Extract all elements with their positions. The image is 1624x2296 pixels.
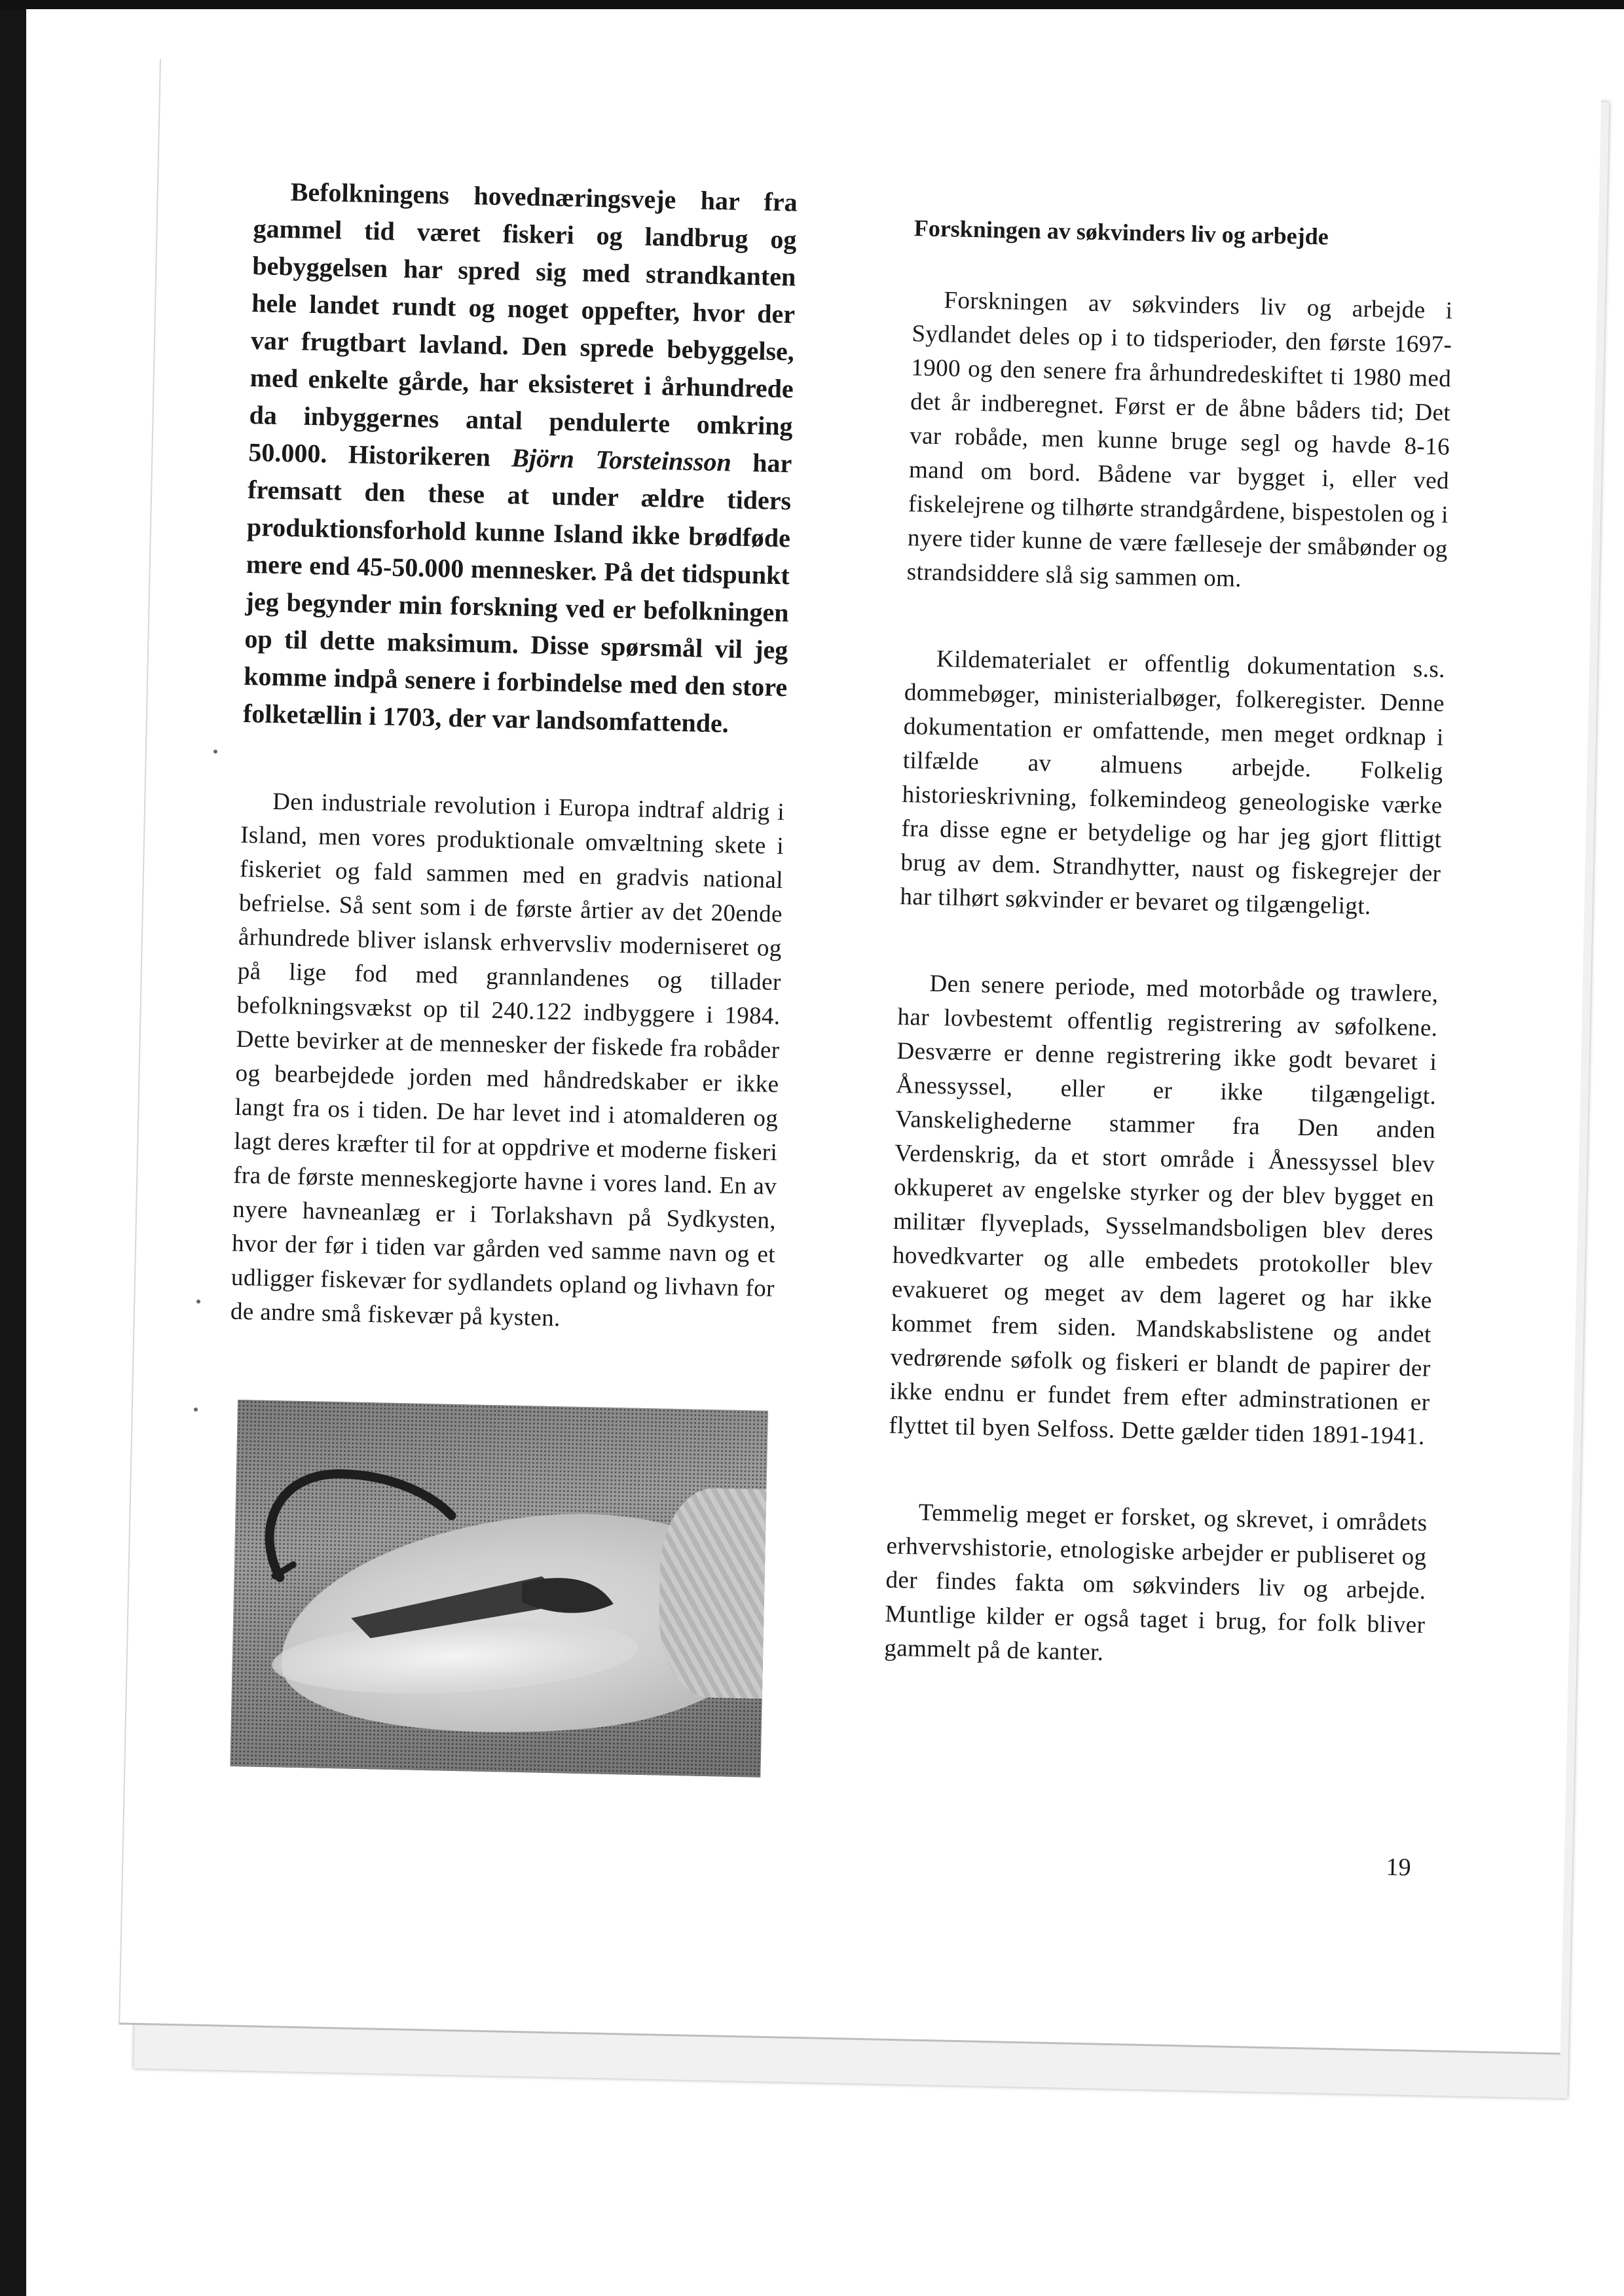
historian-name: Björn Torsteinsson [511, 443, 732, 477]
industrial-revolution-paragraph: Den industriale revolution i Europa indtraf aldrig i Island, men vores produktionale omvæltning skete i fiskeriet og fald sammen med en gradvis national befrielse. Så sent som i de første årtier av det 20ende århundrede bliver islansk erhvervsliv moderniseret og på lige fod med grannlandenes og tillader befolkningsvækst op til 240.122 indbyggere i 1984. Dette bevirker at de mennesker der fiskede fra robåder og bearbejdede jorden med håndredskaber er ikke langt fra os i tiden. De har levet ind i atomalderen og lagt deres kræfter til for at oppdrive et moderne fiskeri fra de første menneskegjorte havne i vores land. En av nyere havneanlæg er i Torlakshavn på Sydkysten, hvor der før i tiden var gården ved samme navn og et udligger fiskevær for sydlandets opland og livhavn for de andre små fiskevær på kysten. [230, 788, 785, 1332]
intro-text-1: Befolkningens hovednæringsveje har fra gammel tid været fiskeri og landbrug og bebyggelsen har spred sig med strandkanten hele landet rundt og noget oppefter, hvor der var frugtbart lavland. Den sprede bebyggelse, med enkelte gårde, har eksisteret i århundrede da inbyggernes antal pendulerte omkring 50.000. [248, 177, 798, 469]
research-paragraph: Temmelig meget er forsket, og skrevet, i områdets erhvervshistorie, etnologiske arbejder er publiseret og der findes fakta om søkvinders liv og arbejde. Muntlige kilder er også taget i brug, for folk bliver gammelt på de kanter. [883, 1499, 1428, 1666]
later-period-paragraph: Den senere periode, med motorbåde og trawlere, har lovbestemt offentlig registrering av søfolkene. Desværre er denne registrering ikke godt bevaret i Ånessyssel, eller er ikke tilgængeligt. Vanskelighederne stammer fra Den anden Verdenskrig, da et stort område i Ånessyssel blev okkuperet av engelske styrker og der blev bygget en militær flyveplads, Sysselmandsboligen blev deres hovedkvarter og alle embedets protokoller blev evakueret og meget av dem lageret og har ikke kommet frem siden. Mandskabslistene og andet vedrørende søfolk og fiskeri er blandt de papirer der ikke endnu er fundet frem efter adminstrationen er flyttet til byen Selfoss. Dette gælder tiden 1891-1941. [889, 970, 1439, 1450]
page-number: 19 [1386, 1853, 1412, 1882]
scanner-edge-top [0, 0, 1624, 9]
sources-paragraph: Kildematerialet er offentlig dokumentation s.s. dommebøger, ministerialbøger, folkeregister. Denne dokumentation er omfattende, men meget ordknap i tilfælde av almuens arbejde. Folkelig historieskrivning, folkemindeog geneologiske værke fra disse egne er betydelige og har jeg gjort flittigt brug av dem. Strandhytter, naust og fiskegrejer der har tilhørt søkvinder er bevaret og tilgængeligt. [900, 646, 1446, 920]
section-heading: Forskningen av søkvinders liv og arbejde [913, 215, 1329, 250]
fish-hook-icon [230, 1400, 768, 1777]
intro-text-3: har fremsatt den these at under ældre tiders produktionsforhold kunne Island ikke brødføde mere end 45-50.000 mennesker. På det tidspunkt jeg begynder min forskning ved er befolkningen op til dette maksimum. Disse spørsmål vil jeg komme indpå senere i forbindelse med den store folketællin i 1703, der var landsomfattende. [242, 447, 792, 738]
fishing-hook-photo [230, 1400, 768, 1777]
binding-staple-mark [196, 1300, 200, 1303]
left-column [230, 172, 798, 1340]
intro-text-2: Historikeren [348, 439, 512, 473]
intro-paragraph [243, 172, 798, 743]
binding-staple-mark [194, 1408, 198, 1412]
periods-paragraph: Forskningen av søkvinders liv og arbejde i Sydlandet deles op i to tidsperioder, den første 1697-1900 og den senere fra århundredeskiftet ti 1980 med det år indberegnet. Først er de åbne båders tid; Det var robåde, men kunne bruge segl og havde 8-16 mand om bord. Bådene var bygget i, eller ved fiskelejrene og tilhørte strandgårdene, bispestolen og i nyere tider kunne de være fælleseje der småbønder og strandsiddere slå sig sammen om. [906, 287, 1453, 592]
right-column [884, 212, 1454, 1677]
book-page [119, 59, 1601, 2054]
scanner-edge-left [0, 0, 26, 2296]
binding-staple-mark [213, 750, 217, 754]
